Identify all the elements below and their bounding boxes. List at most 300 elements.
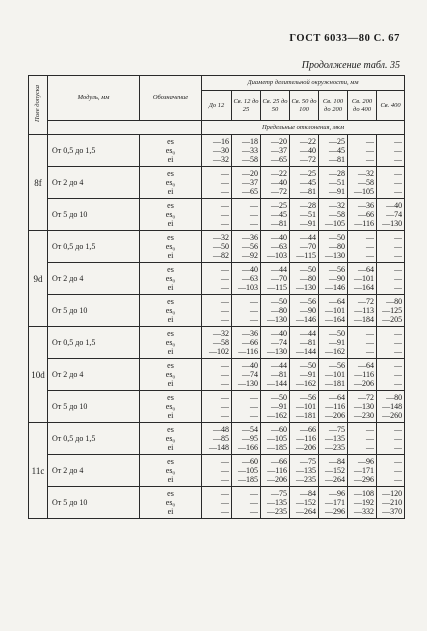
deviation-value: —235 [296,475,316,485]
table-row [29,423,405,455]
value-cell [232,455,261,487]
value-cell [319,199,348,231]
deviation-value: —148 [382,401,403,411]
table-row [29,487,405,519]
deviation-value: — [221,475,229,485]
deviation-value: —45 [300,177,316,187]
deviation-value: —51 [300,209,316,219]
value-cell [290,359,319,391]
deviation-value: — [394,264,403,274]
module-cell: От 0,5 до 1,5 [48,231,140,263]
module-cell: От 0,5 до 1,5 [48,327,140,359]
deviation-value: —82 [213,251,229,261]
deviation-value: — [366,136,374,146]
deviation-value: — [221,360,229,370]
deviation-value: —181 [325,379,345,389]
deviation-value: —50 [329,232,345,242]
designation-line: ei [167,283,174,293]
table-row [29,295,405,327]
deviation-value: — [221,392,229,402]
value-cell [290,455,319,487]
deviation-value: —25 [329,136,345,146]
deviation-value: —101 [325,369,345,379]
deviation-value: — [366,337,374,347]
value-cell [290,199,319,231]
deviation-value: —32 [213,155,229,165]
value-cell [319,423,348,455]
designation-line: es [167,296,174,306]
value-cell [261,359,290,391]
deviation-value: —206 [296,443,316,453]
deviation-value: — [394,369,403,379]
tolerance-table [28,75,405,519]
designation-line: es₀ [165,177,176,187]
deviation-value: — [250,497,258,507]
value-cell [290,135,319,167]
value-cell [348,199,377,231]
value-cell [290,391,319,423]
value-cell [319,391,348,423]
deviation-value: —50 [213,241,229,251]
deviation-value: —108 [354,488,374,498]
table-row [29,199,405,231]
deviation-value: —84 [300,488,316,498]
designation-cell [140,455,202,487]
value-cell [319,359,348,391]
deviation-value: —146 [325,283,345,293]
deviation-value: —36 [358,200,374,210]
value-cell [377,135,405,167]
deviation-value: —40 [242,360,258,370]
deviation-value: — [394,136,403,146]
value-cell [202,295,232,327]
designation-cell [140,167,202,199]
deviation-value: —50 [271,296,287,306]
deviation-value: — [394,155,403,165]
field-header-cell [29,76,48,135]
deviation-value: —181 [296,411,316,421]
deviation-value: —185 [238,475,258,485]
designation-line: es [167,136,174,146]
value-cell [232,423,261,455]
deviation-value: —72 [300,155,316,165]
deviation-value: —91 [300,369,316,379]
deviation-value: — [394,465,403,475]
deviation-value: —45 [329,145,345,155]
deviation-value: —72 [358,296,374,306]
deviation-value: —72 [271,187,287,197]
table-row [29,167,405,199]
value-cell [377,327,405,359]
value-cell [261,487,290,519]
deviation-value: —192 [354,497,374,507]
designation-line: ei [167,315,174,325]
deviation-value: —50 [329,328,345,338]
module-cell: От 2 до 4 [48,359,140,391]
designation-line: es₀ [165,433,176,443]
designation-cell [140,391,202,423]
deviation-value: — [394,273,403,283]
deviation-value: — [221,456,229,466]
deviation-value: — [221,209,229,219]
value-cell [290,231,319,263]
deviation-value: —37 [271,145,287,155]
deviation-value: —152 [325,465,345,475]
deviation-value: —81 [300,337,316,347]
deviation-value: —40 [242,264,258,274]
deviation-value: —370 [382,507,403,517]
deviation-value: — [394,360,403,370]
deviation-value: — [221,283,229,293]
table-row [29,455,405,487]
value-cell [377,167,405,199]
designation-line: ei [167,251,174,261]
deviation-value: — [394,337,403,347]
module-cell: От 5 до 10 [48,295,140,327]
deviation-value: — [221,177,229,187]
deviation-value: — [250,488,258,498]
designation-line: ei [167,219,174,229]
deviation-value: — [394,433,403,443]
value-cell [377,295,405,327]
deviation-value: — [250,315,258,325]
deviation-value: —90 [329,273,345,283]
deviation-value: —205 [382,315,403,325]
deviation-value: —30 [213,145,229,155]
deviation-value: — [221,315,229,325]
module-cell: От 5 до 10 [48,391,140,423]
deviation-value: —36 [242,232,258,242]
value-cell [261,455,290,487]
deviation-value: —125 [382,305,403,315]
deviation-value: —60 [271,424,287,434]
deviation-value: —40 [271,177,287,187]
value-cell [202,359,232,391]
value-cell [232,231,261,263]
deviation-value: —162 [325,347,345,357]
deviation-value: —144 [296,347,316,357]
tolerance-field: 8f [29,135,48,231]
deviation-value: —90 [300,305,316,315]
deviation-value: —80 [329,241,345,251]
designation-line: es [167,328,174,338]
module-cell: От 2 до 4 [48,455,140,487]
deviation-value: —44 [300,232,316,242]
value-cell [261,199,290,231]
designation-cell [140,135,202,167]
deviation-value: — [250,219,258,229]
designation-header: Обозначение [140,76,202,121]
deviation-value: —64 [358,360,374,370]
deviation-value: —130 [296,283,316,293]
deviation-value: —18 [242,136,258,146]
value-cell [290,263,319,295]
deviation-value: — [221,219,229,229]
deviation-value: —81 [300,187,316,197]
value-cell [377,487,405,519]
designation-cell [140,423,202,455]
value-cell [261,263,290,295]
value-cell [232,167,261,199]
deviation-value: —116 [354,219,374,229]
designation-cell [140,487,202,519]
deviation-value: —130 [267,347,287,357]
deviation-value: — [366,241,374,251]
designation-cell [140,359,202,391]
value-cell [319,135,348,167]
deviation-value: —74 [242,369,258,379]
value-cell [232,359,261,391]
deviation-value: —115 [267,283,287,293]
value-cell [290,487,319,519]
deviation-value: — [221,379,229,389]
deviation-value: —40 [386,200,403,210]
designation-line: ei [167,347,174,357]
value-cell [290,423,319,455]
deviation-value: — [394,232,403,242]
deviation-value: —51 [329,177,345,187]
deviation-value: —81 [329,155,345,165]
deviation-value: —80 [386,392,403,402]
deviation-value: — [221,264,229,274]
deviation-value: —152 [296,497,316,507]
designation-cell [140,263,202,295]
deviation-value: —185 [267,443,287,453]
module-cell: От 5 до 10 [48,199,140,231]
value-cell [377,455,405,487]
designation-line: es₀ [165,273,176,283]
deviation-value: —102 [209,347,229,357]
value-cell [348,391,377,423]
deviation-value: — [250,305,258,315]
tolerance-field: 9d [29,231,48,327]
value-cell [377,423,405,455]
value-cell [348,167,377,199]
value-cell [202,199,232,231]
value-cell [377,263,405,295]
designation-cell [140,295,202,327]
deviation-value: —44 [271,264,287,274]
deviation-value: —230 [354,411,374,421]
deviation-value: —65 [271,155,287,165]
value-cell [261,295,290,327]
deviation-value: —81 [271,219,287,229]
designation-line: es [167,424,174,434]
value-cell [348,359,377,391]
value-cell [232,295,261,327]
deviation-value: —58 [358,177,374,187]
deviation-value: —130 [325,251,345,261]
designation-line: es₀ [165,145,176,155]
deviation-value: — [366,424,374,434]
value-cell [261,423,290,455]
deviation-value: —66 [271,456,287,466]
value-cell [202,135,232,167]
value-cell [319,455,348,487]
deviation-value: — [366,328,374,338]
deviation-value: — [221,507,229,517]
deviation-value: — [250,411,258,421]
deviation-value: —20 [242,168,258,178]
deviation-value: — [394,187,403,197]
deviations-header: Предельные отклонения, мкм [202,121,405,135]
designation-line: es [167,264,174,274]
value-cell [377,199,405,231]
designation-line: es₀ [165,241,176,251]
deviation-value: —92 [242,251,258,261]
deviation-value: —210 [382,497,403,507]
deviation-value: —84 [329,456,345,466]
deviation-value: —32 [213,328,229,338]
field-header: Поле допуска [34,85,41,122]
deviation-header-spacer [48,121,202,135]
deviation-value: — [221,411,229,421]
value-cell [232,199,261,231]
designation-line: ei [167,411,174,421]
deviation-value: —50 [271,392,287,402]
value-cell [290,295,319,327]
deviation-value: —56 [242,241,258,251]
deviation-value: —44 [271,360,287,370]
deviation-value: —56 [300,392,316,402]
deviation-value: —48 [213,424,229,434]
deviation-value: —80 [271,305,287,315]
deviation-value: —70 [271,273,287,283]
deviation-value: — [221,305,229,315]
deviation-value: —130 [354,401,374,411]
designation-cell [140,231,202,263]
value-cell [290,327,319,359]
deviation-value: —206 [325,411,345,421]
deviation-value: —120 [382,488,403,498]
deviation-value: —74 [386,209,403,219]
deviation-value: —164 [325,315,345,325]
value-cell [348,327,377,359]
deviation-value: —296 [354,475,374,485]
value-cell [261,231,290,263]
value-cell [348,295,377,327]
designation-cell [140,327,202,359]
designation-line: es [167,360,174,370]
deviation-value: —20 [271,136,287,146]
deviation-value: —75 [271,488,287,498]
deviation-value: —81 [271,369,287,379]
value-cell [261,391,290,423]
deviation-value: —50 [300,360,316,370]
deviation-value: — [366,347,374,357]
value-cell [232,391,261,423]
value-cell [348,231,377,263]
value-cell [377,391,405,423]
value-cell [202,487,232,519]
deviation-value: —101 [354,273,374,283]
deviation-value: —32 [329,200,345,210]
deviation-value: — [366,433,374,443]
deviation-value: —25 [300,168,316,178]
deviation-value: —171 [354,465,374,475]
value-cell [319,231,348,263]
value-cell [348,135,377,167]
value-cell [202,231,232,263]
value-cell [202,167,232,199]
deviation-value: — [366,155,374,165]
deviation-value: — [394,347,403,357]
deviation-value: —22 [271,168,287,178]
range-header: Св. 100 до 200 [319,91,348,121]
deviation-value: —130 [238,379,258,389]
range-header: Св. 400 [377,91,405,121]
designation-line: es [167,456,174,466]
value-cell [319,263,348,295]
deviation-value: —115 [296,251,316,261]
deviation-value: —75 [300,456,316,466]
deviation-value: —63 [271,241,287,251]
deviation-value: —80 [386,296,403,306]
deviation-value: — [366,251,374,261]
deviation-value: —65 [242,187,258,197]
deviation-value: — [221,296,229,306]
deviation-value: —91 [300,219,316,229]
deviation-value: — [221,168,229,178]
designation-line: ei [167,443,174,453]
deviation-value: —40 [271,328,287,338]
deviation-value: — [221,187,229,197]
deviation-value: —130 [267,315,287,325]
deviation-value: —64 [358,264,374,274]
deviation-value: —36 [242,328,258,338]
deviation-value: —45 [271,209,287,219]
value-cell [348,423,377,455]
deviation-value: —74 [271,337,287,347]
deviation-value: —58 [329,209,345,219]
deviation-value: — [221,273,229,283]
value-cell [202,263,232,295]
deviation-value: —171 [325,497,345,507]
deviation-value: —113 [354,305,374,315]
deviation-value: — [394,177,403,187]
deviation-value: —206 [354,379,374,389]
deviation-value: —70 [300,241,316,251]
deviation-value: — [394,424,403,434]
deviation-value: —63 [242,273,258,283]
deviation-value: —184 [354,315,374,325]
value-cell [290,167,319,199]
deviation-value: —91 [271,401,287,411]
deviation-value: —101 [296,401,316,411]
deviation-value: —135 [325,433,345,443]
designation-line: es [167,200,174,210]
deviation-value: —105 [325,219,345,229]
module-cell: От 0,5 до 1,5 [48,423,140,455]
table-continuation-caption: Продолжение табл. 35 [301,60,400,71]
module-cell: От 2 до 4 [48,263,140,295]
value-cell [319,295,348,327]
deviation-value: —44 [300,328,316,338]
deviation-value: —264 [296,507,316,517]
deviation-value: —130 [382,219,403,229]
deviation-value: — [394,328,403,338]
deviation-value: — [221,488,229,498]
designation-line: es₀ [165,465,176,475]
deviation-value: —116 [296,433,316,443]
deviation-value: —66 [358,209,374,219]
deviation-value: — [394,475,403,485]
deviation-value: —66 [242,337,258,347]
deviation-value: —28 [329,168,345,178]
value-cell [232,135,261,167]
value-cell [377,231,405,263]
diameter-header: Диаметр делительной окружности, мм [202,76,405,91]
